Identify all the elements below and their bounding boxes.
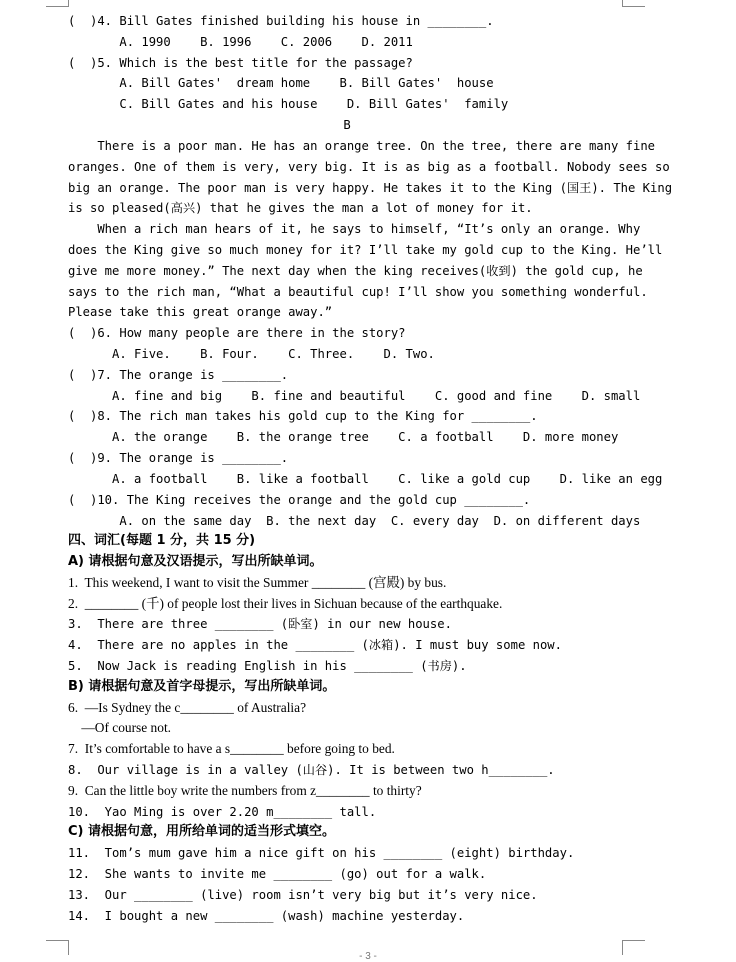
page-number: - 3 - [359, 951, 377, 962]
part-c-instructions: C) 请根据句意，用所给单词的适当形式填空。 [68, 824, 336, 839]
vocab-item-3: 3. There are three ________ (卧室) in our new house. [68, 617, 452, 631]
passage-line: Please take this great orange away.” [68, 305, 333, 319]
passage-line: is so pleased(高兴) that he gives the man a lot of money for it. [68, 201, 533, 215]
section-four-heading: 四、词汇(每题 1 分，共 15 分) [68, 533, 256, 548]
part-b-instructions: B) 请根据句意及首字母提示，写出所缺单词。 [68, 679, 336, 694]
passage-line: When a rich man hears of it, he says to himself, “It’s only an orange. Why [68, 222, 641, 236]
question-4-options: A. 1990 B. 1996 C. 2006 D. 2011 [68, 35, 413, 49]
passage-line: There is a poor man. He has an orange tree. On the tree, there are many fine [68, 139, 655, 153]
vocab-item-10: 10. Yao Ming is over 2.20 m________ tall. [68, 805, 377, 819]
question-8-options: A. the orange B. the orange tree C. a football D. more money [68, 430, 619, 444]
section-b-heading: B [343, 118, 351, 132]
vocab-item-6-answer: —Of course not. [68, 720, 172, 735]
vocab-item-6: 6. —Is Sydney the c________ of Australia? [68, 700, 307, 715]
crop-mark-top-left [46, 0, 69, 7]
passage-line: give me more money.” The next day when the king receives(收到) the gold cup, he [68, 264, 643, 278]
question-9: ( )9. The orange is ________. [68, 451, 289, 465]
vocab-item-14: 14. I bought a new ________ (wash) machine yesterday. [68, 909, 465, 923]
question-10-options: A. on the same day B. the next day C. every day D. on different days [68, 514, 641, 528]
question-9-options: A. a football B. like a football C. like a gold cup D. like an egg [68, 472, 663, 486]
vocab-item-8: 8. Our village is in a valley (山谷). It is between two h________. [68, 763, 555, 777]
vocab-item-13: 13. Our ________ (live) room isn’t very big but it’s very nice. [68, 888, 538, 902]
vocab-item-9: 9. Can the little boy write the numbers from z________ to thirty? [68, 783, 422, 798]
question-5-options-cd: C. Bill Gates and his house D. Bill Gates' family [68, 97, 509, 111]
passage-line: big an orange. The poor man is very happy. He takes it to the King (国王). The King [68, 181, 673, 195]
question-7: ( )7. The orange is ________. [68, 368, 289, 382]
part-a-instructions: A) 请根据句意及汉语提示，写出所缺单词。 [68, 554, 323, 569]
crop-mark-top-right [622, 0, 645, 7]
question-7-options: A. fine and big B. fine and beautiful C. good and fine D. small [68, 389, 641, 403]
question-6-options: A. Five. B. Four. C. Three. D. Two. [68, 347, 435, 361]
question-10: ( )10. The King receives the orange and the gold cup ________. [68, 493, 531, 507]
passage-line: oranges. One of them is very, very big. It is as big as a football. Nobody sees so [68, 160, 670, 174]
vocab-item-11: 11. Tom’s mum gave him a nice gift on his ________ (eight) birthday. [68, 846, 575, 860]
vocab-item-7: 7. It’s comfortable to have a s________ before going to bed. [68, 741, 395, 756]
vocab-item-5: 5. Now Jack is reading English in his ________ (书房). [68, 659, 467, 673]
vocab-item-12: 12. She wants to invite me ________ (go) out for a walk. [68, 867, 487, 881]
vocab-item-2: 2. ________ (千) of people lost their lives in Sichuan because of the earthquake. [68, 596, 503, 611]
vocab-item-1: 1. This weekend, I want to visit the Summer ________ (宫殿) by bus. [68, 575, 447, 590]
passage-line: does the King give so much money for it? I’ll take my gold cup to the King. He’ll [68, 243, 663, 257]
question-8: ( )8. The rich man takes his gold cup to the King for ________. [68, 409, 538, 423]
question-6: ( )6. How many people are there in the story? [68, 326, 406, 340]
passage-line: says to the rich man, “What a beautiful cup! I’ll show you something wonderful. [68, 285, 648, 299]
vocab-item-4: 4. There are no apples in the ________ (冰箱). I must buy some now. [68, 638, 562, 652]
question-5: ( )5. Which is the best title for the passage? [68, 56, 413, 70]
question-4: ( )4. Bill Gates finished building his house in ________. [68, 14, 494, 28]
question-5-options-ab: A. Bill Gates' dream home B. Bill Gates' house [68, 76, 494, 90]
